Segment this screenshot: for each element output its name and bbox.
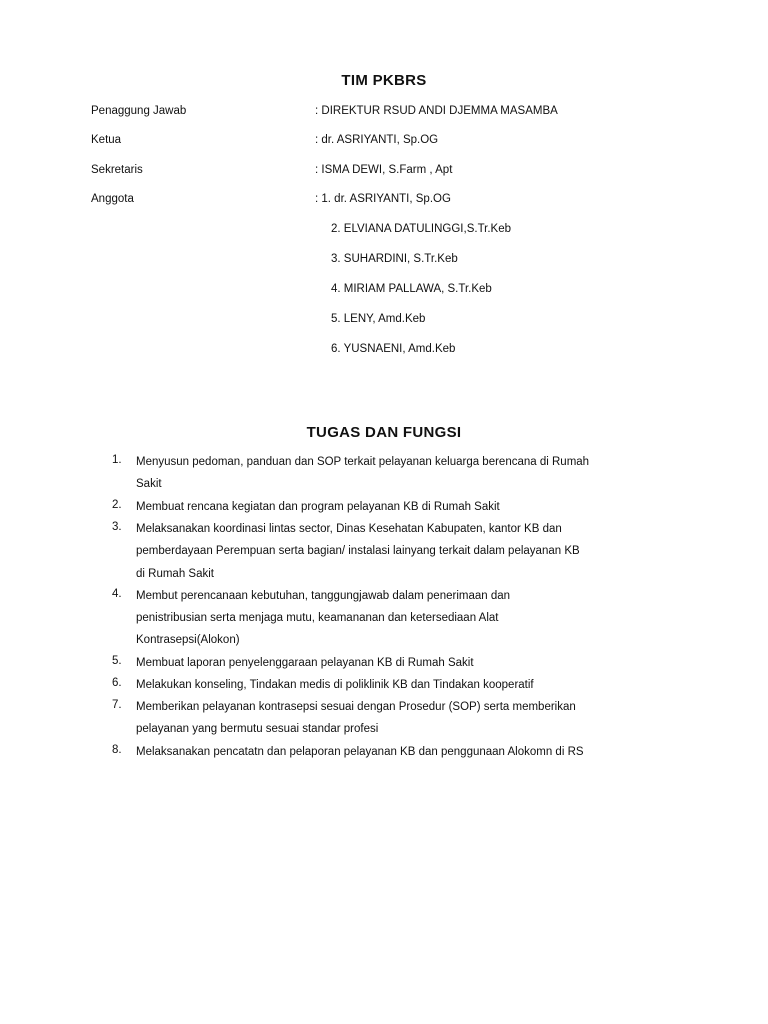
task-line: di Rumah Sakit — [136, 568, 214, 580]
role-label: Penaggung Jawab — [91, 105, 187, 117]
task-line: pemberdayaan Perempuan serta bagian/ instalasi lainyang terkait dalam pelayanan KB — [136, 545, 580, 557]
task-number: 8. — [112, 744, 122, 756]
task-line: Membuat rencana kegiatan dan program pelayanan KB di Rumah Sakit — [136, 501, 500, 513]
task-line: penistribusian serta menjaga mutu, keamananan dan ketersediaan Alat — [136, 612, 499, 624]
task-number: 7. — [112, 699, 122, 711]
task-line: Melaksanakan koordinasi lintas sector, Dinas Kesehatan Kabupaten, kantor KB dan — [136, 523, 562, 535]
task-line: Menyusun pedoman, panduan dan SOP terkait pelayanan keluarga berencana di Rumah — [136, 456, 590, 468]
task-line: Memberikan pelayanan kontrasepsi sesuai dengan Prosedur (SOP) serta memberikan — [136, 701, 576, 713]
task-line: pelayanan yang bermutu sesuai standar profesi — [136, 723, 379, 735]
task-number: 2. — [112, 499, 122, 511]
task-number: 3. — [112, 521, 122, 533]
member-item: 6. YUSNAENI, Amd.Keb — [331, 343, 456, 355]
member-item: 5. LENY, Amd.Keb — [331, 313, 426, 325]
task-number: 1. — [112, 454, 122, 466]
role-label: Sekretaris — [91, 164, 143, 176]
task-number: 4. — [112, 588, 122, 600]
role-value: : DIREKTUR RSUD ANDI DJEMMA MASAMBA — [315, 105, 558, 117]
task-number: 6. — [112, 677, 122, 689]
task-line: Melaksanakan pencatatn dan pelaporan pelayanan KB dan penggunaan Alokomn di RS — [136, 746, 584, 758]
member-item: 4. MIRIAM PALLAWA, S.Tr.Keb — [331, 283, 492, 295]
task-line: Membuat laporan penyelenggaraan pelayanan KB di Rumah Sakit — [136, 657, 474, 669]
task-line: Melakukan konseling, Tindakan medis di poliklinik KB dan Tindakan kooperatif — [136, 679, 534, 691]
role-label: Anggota — [91, 193, 134, 205]
role-value: : ISMA DEWI, S.Farm , Apt — [315, 164, 453, 176]
task-line: Kontrasepsi(Alokon) — [136, 634, 240, 646]
role-value: : 1. dr. ASRIYANTI, Sp.OG — [315, 193, 451, 205]
role-label: Ketua — [91, 134, 122, 146]
member-item: 2. ELVIANA DATULINGGI,S.Tr.Keb — [331, 223, 512, 235]
task-number: 5. — [112, 655, 122, 667]
member-item: 3. SUHARDINI, S.Tr.Keb — [331, 253, 458, 265]
task-line: Membut perencanaan kebutuhan, tanggungjawab dalam penerimaan dan — [136, 590, 511, 602]
task-line: Sakit — [136, 478, 162, 490]
role-value: : dr. ASRIYANTI, Sp.OG — [315, 134, 439, 146]
page-title: TIM PKBRS — [341, 72, 427, 89]
section-title: TUGAS DAN FUNGSI — [306, 424, 462, 441]
